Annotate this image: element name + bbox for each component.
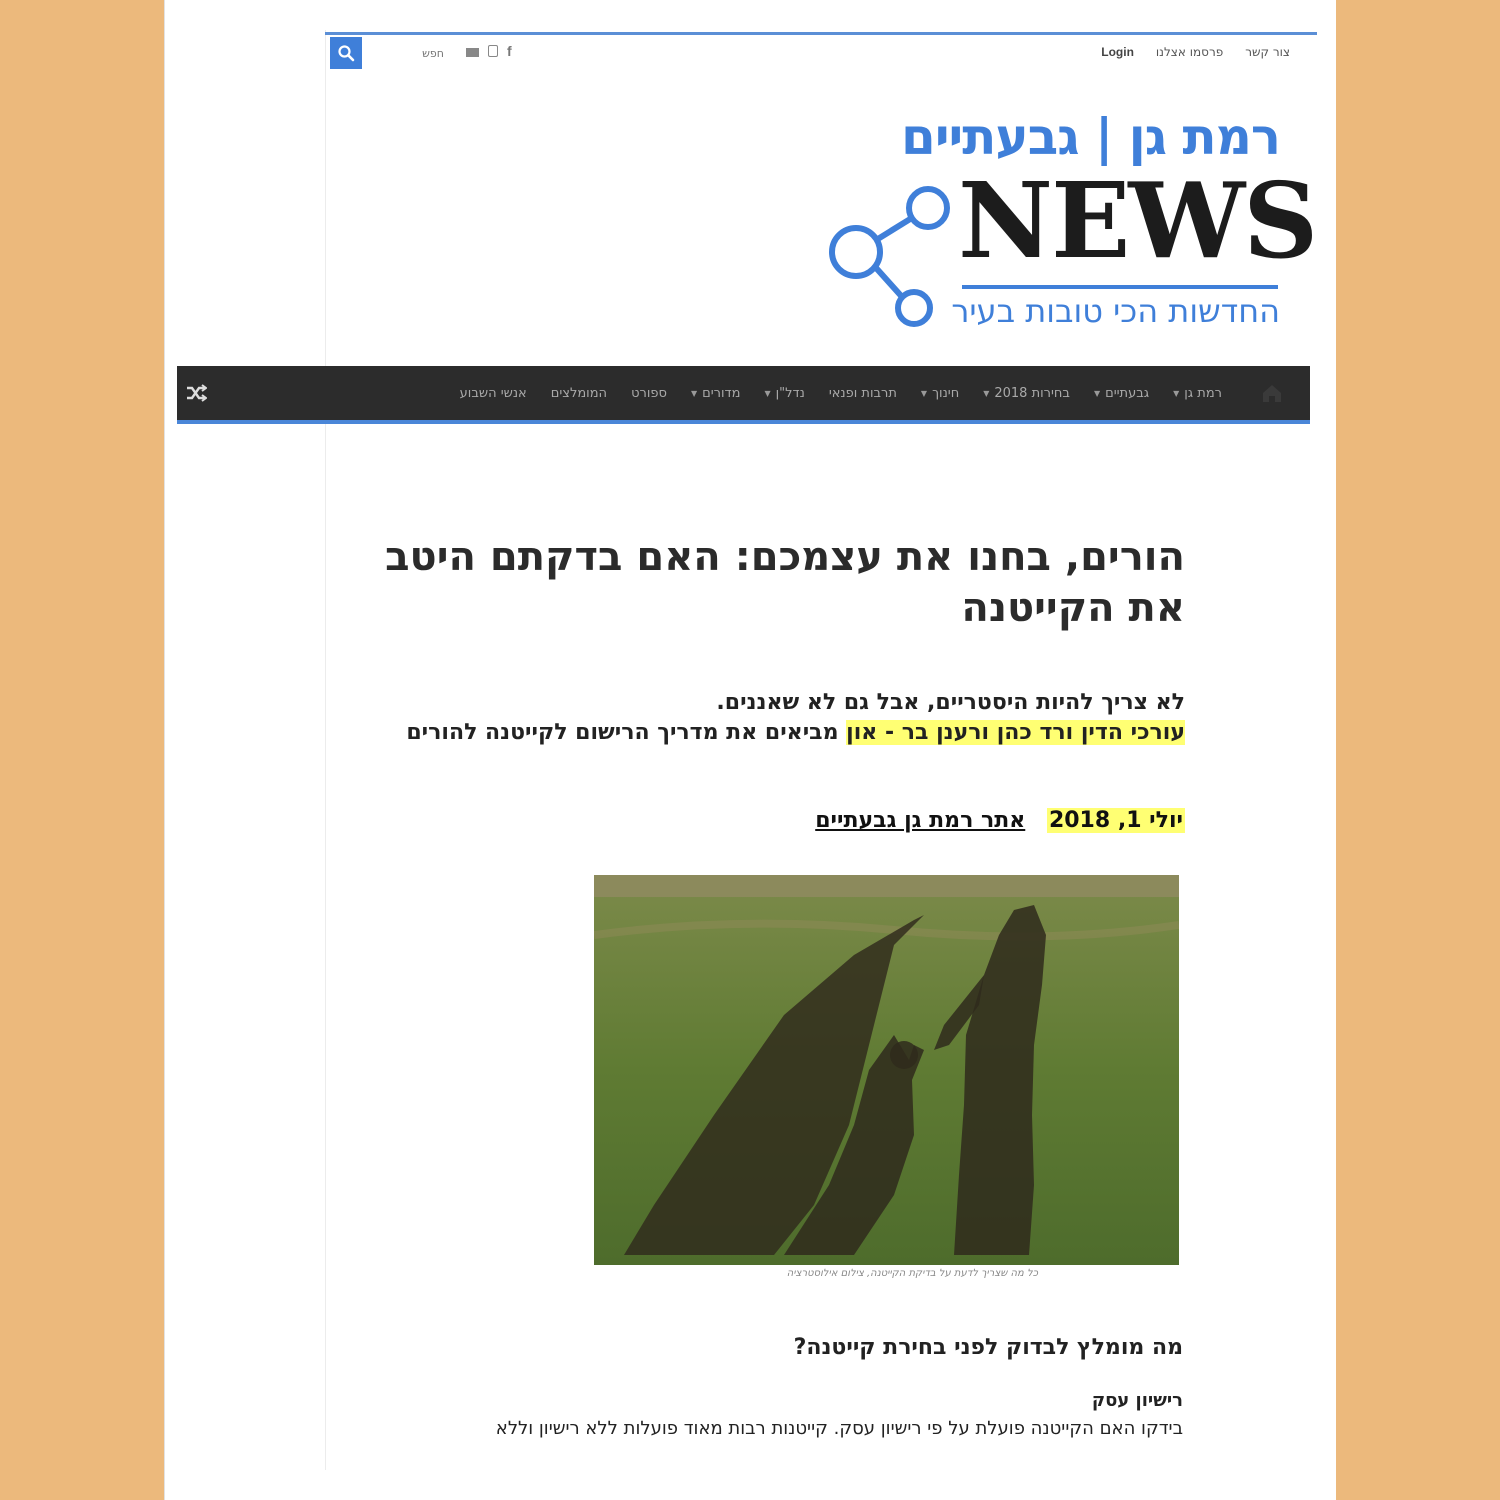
article-paragraph: בידקו האם הקייטנה פועלת על פי רישיון עסק. קייטנות רבות מאוד פועלות ללא רישיון וללא xyxy=(495,1418,1183,1439)
mail-icon[interactable] xyxy=(466,48,479,57)
nav-item-label: מדורים xyxy=(702,385,741,401)
chevron-down-icon: ▼ xyxy=(1093,388,1101,398)
logo-underline xyxy=(962,285,1278,289)
logo-tagline: החדשות הכי טובות בעיר xyxy=(951,292,1280,330)
article-subtitle xyxy=(340,688,1185,748)
instagram-icon[interactable] xyxy=(488,45,498,57)
nav-item-label: ספורט xyxy=(631,385,667,401)
top-links xyxy=(1101,45,1290,59)
home-button[interactable] xyxy=(1258,376,1286,410)
subtitle-rest: מביאים את מדריך הרישום לקייטנה להורים xyxy=(406,720,847,745)
shadow-photo xyxy=(594,875,1179,1265)
page-edge xyxy=(164,0,165,1500)
advertise-link[interactable]: פרסמו אצלנו xyxy=(1155,45,1224,59)
chevron-down-icon: ▼ xyxy=(764,388,771,398)
nav-item-elections[interactable] xyxy=(983,386,1070,401)
search-button[interactable] xyxy=(330,37,362,69)
facebook-icon[interactable]: f xyxy=(507,43,512,59)
search-icon xyxy=(337,44,355,62)
site-link[interactable]: אתר רמת גן גבעתיים xyxy=(815,808,1026,833)
chevron-down-icon: ▼ xyxy=(690,388,698,398)
nav-item-ramat-gan[interactable] xyxy=(1173,386,1222,401)
nav-menu xyxy=(460,366,1222,420)
nav-item-real-estate[interactable] xyxy=(764,386,804,401)
nav-item-givatayim[interactable] xyxy=(1094,386,1149,401)
logo-hebrew-title: רמת גן | גבעתיים xyxy=(901,108,1280,166)
nav-item-columns[interactable] xyxy=(691,386,741,401)
random-article-icon[interactable] xyxy=(185,380,207,406)
chevron-down-icon: ▼ xyxy=(920,388,928,398)
nav-item-label: אנשי השבוע xyxy=(459,385,527,401)
nav-item-people-of-week[interactable] xyxy=(460,386,527,401)
nav-item-label: בחירות 2018 xyxy=(994,385,1070,401)
nav-item-sport[interactable] xyxy=(631,386,667,401)
nav-item-label: חינוך xyxy=(932,385,960,401)
article-date: יולי 1, 2018 xyxy=(1048,808,1183,833)
page-guide-line xyxy=(325,30,326,1470)
search-input[interactable] xyxy=(364,40,450,66)
nav-underline xyxy=(177,420,1310,424)
nav-item-label: המומלצים xyxy=(550,385,608,401)
image-caption: כל מה שצריך לדעת על בדיקת הקייטנה, צילום אילוסטרציה xyxy=(786,1268,1038,1279)
nav-item-label: רמת גן xyxy=(1184,385,1222,401)
chevron-down-icon: ▼ xyxy=(983,388,990,398)
nav-item-label: גבעתיים xyxy=(1105,385,1150,401)
section-heading: מה מומלץ לבדוק לפני בחירת קייטנה? xyxy=(793,1335,1183,1360)
nav-item-label: תרבות ופנאי xyxy=(828,385,897,401)
home-icon xyxy=(1260,381,1284,405)
article-byline xyxy=(700,808,1185,833)
contact-link[interactable]: צור קשר xyxy=(1245,45,1290,59)
logo-news-wordmark: NEWS xyxy=(958,159,1317,282)
nav-item-label: נדל"ן xyxy=(775,385,805,401)
subsection-heading: רישיון עסק xyxy=(1091,1390,1183,1411)
subtitle-line: לא צריך להיות היסטריים, אבל גם לא שאננים. xyxy=(716,690,1185,715)
nav-item-education[interactable] xyxy=(921,386,959,401)
article-image xyxy=(594,875,1179,1265)
login-link[interactable]: Login xyxy=(1101,45,1134,59)
article-title: הורים, בחנו את עצמכם: האם בדקתם היטב את הקייטנה xyxy=(385,534,1185,631)
nav-item-culture[interactable] xyxy=(829,386,897,401)
topbar-accent-line xyxy=(325,32,1317,35)
chevron-down-icon: ▼ xyxy=(1173,388,1180,398)
nav-item-recommended[interactable] xyxy=(551,386,607,401)
molecule-logo-icon xyxy=(826,180,956,330)
highlighted-authors: עורכי הדין ורד כהן ורענן בר - און xyxy=(846,720,1185,745)
